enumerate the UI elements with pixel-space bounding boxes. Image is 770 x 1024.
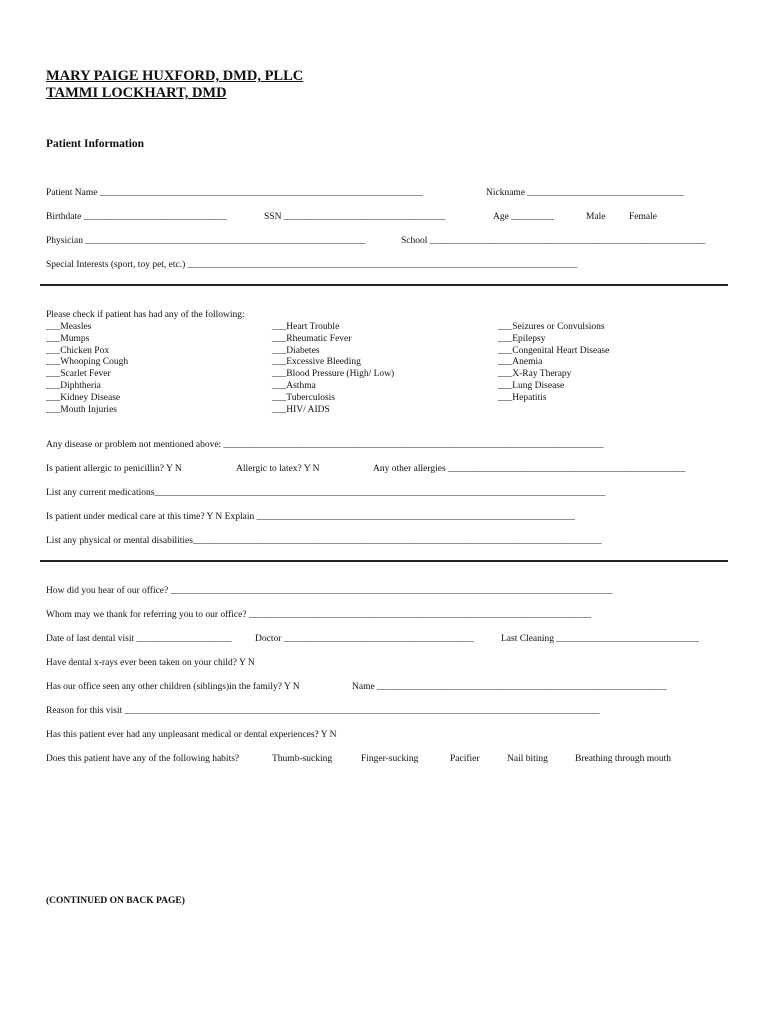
special-interests-field[interactable]: Special Interests (sport, toy pet, etc.) __________________________________________________________________________________ xyxy=(46,260,578,270)
habits-question: Does this patient have any of the following habits? xyxy=(46,754,240,764)
female-option[interactable]: Female xyxy=(629,212,657,222)
siblings-question[interactable]: Has our office seen any other children (siblings)in the family? Y N xyxy=(46,682,300,692)
other-disease-field[interactable]: Any disease or problem not mentioned above: ________________________________________________________________________________ xyxy=(46,440,604,450)
medications-field[interactable]: List any current medications_______________________________________________________________________________________________ xyxy=(46,488,606,498)
checklist-item[interactable]: ___Excessive Bleeding xyxy=(272,357,361,368)
physician-field[interactable]: Physician ___________________________________________________________ xyxy=(46,236,366,246)
habit-nail-biting[interactable]: Nail biting xyxy=(507,754,548,764)
penicillin-question[interactable]: Is patient allergic to penicillin? Y N xyxy=(46,464,182,474)
checklist-item[interactable]: ___Epilepsy xyxy=(498,333,546,344)
age-field[interactable]: Age _________ xyxy=(493,212,554,222)
checklist-item[interactable]: ___Asthma xyxy=(272,380,316,391)
checklist-item[interactable]: ___Heart Trouble xyxy=(272,322,340,332)
checklist-item[interactable]: ___Measles xyxy=(46,322,92,332)
history-column-1 xyxy=(46,322,128,416)
checklist-item[interactable]: ___Hepatitis xyxy=(498,392,547,403)
checklist-item[interactable]: ___Rheumatic Fever xyxy=(272,333,352,344)
history-prompt: Please check if patient has had any of the following: xyxy=(46,310,245,320)
checklist-item[interactable]: ___Congenital Heart Disease xyxy=(498,345,610,356)
history-column-3 xyxy=(498,322,609,405)
history-column-2 xyxy=(272,322,394,416)
habit-mouth-breathing[interactable]: Breathing through mouth xyxy=(575,754,672,764)
habit-pacifier[interactable]: Pacifier xyxy=(450,754,480,764)
unpleasant-experience-question[interactable]: Has this patient ever had any unpleasant medical or dental experiences? Y N xyxy=(46,730,337,740)
school-field[interactable]: School __________________________________________________________ xyxy=(401,236,706,246)
continued-note: (CONTINUED ON BACK PAGE) xyxy=(46,896,185,906)
checklist-item[interactable]: ___Mumps xyxy=(46,333,90,344)
habit-finger-sucking[interactable]: Finger-sucking xyxy=(361,754,419,764)
hear-of-office-field[interactable]: How did you hear of our office? _____________________________________________________________________________________________ xyxy=(46,586,613,596)
checklist-item[interactable]: ___Scarlet Fever xyxy=(46,369,111,380)
checklist-item[interactable]: ___Diabetes xyxy=(272,345,320,356)
other-allergies-field[interactable]: Any other allergies __________________________________________________ xyxy=(373,464,686,474)
checklist-item[interactable]: ___Lung Disease xyxy=(498,380,565,391)
checklist-item[interactable]: ___Diphtheria xyxy=(46,380,101,391)
male-option[interactable]: Male xyxy=(586,212,606,222)
checklist-item[interactable]: ___Chicken Pox xyxy=(46,345,110,356)
birthdate-field[interactable]: Birthdate ______________________________ xyxy=(46,212,227,222)
section-divider xyxy=(40,284,728,286)
last-cleaning-field[interactable]: Last Cleaning ______________________________ xyxy=(501,634,699,644)
referral-field[interactable]: Whom may we thank for referring you to our office? ________________________________________________________________________ xyxy=(46,610,591,620)
checklist-item[interactable]: ___HIV/ AIDS xyxy=(272,404,330,415)
checklist-item[interactable]: ___Kidney Disease xyxy=(46,392,121,403)
latex-question[interactable]: Allergic to latex? Y N xyxy=(236,464,320,474)
checklist-item[interactable]: ___Tuberculosis xyxy=(272,392,335,403)
practice-name-line1: MARY PAIGE HUXFORD, DMD, PLLC xyxy=(46,68,304,84)
checklist-item[interactable]: ___X-Ray Therapy xyxy=(498,369,572,380)
sibling-name-field[interactable]: Name _____________________________________________________________ xyxy=(352,682,667,692)
ssn-field[interactable]: SSN __________________________________ xyxy=(264,212,446,222)
checklist-item[interactable]: ___Whooping Cough xyxy=(46,357,129,368)
practice-name-line2: TAMMI LOCKHART, DMD xyxy=(46,85,227,101)
checklist-item[interactable]: ___Anemia xyxy=(498,357,543,368)
reason-for-visit-field[interactable]: Reason for this visit ____________________________________________________________________________________________________ xyxy=(46,706,600,716)
disabilities-field[interactable]: List any physical or mental disabilities______________________________________________________________________________________ xyxy=(46,536,602,546)
xrays-question[interactable]: Have dental x-rays ever been taken on your child? Y N xyxy=(46,658,255,668)
nickname-field[interactable]: Nickname _________________________________ xyxy=(486,188,685,198)
patient-name-field[interactable]: Patient Name ____________________________________________________________________ xyxy=(46,188,423,198)
section-divider xyxy=(40,560,728,562)
checklist-item[interactable]: ___Mouth Injuries xyxy=(46,404,117,415)
section-title: Patient Information xyxy=(46,138,145,150)
checklist-item[interactable]: ___Seizures or Convulsions xyxy=(498,322,605,332)
checklist-item[interactable]: ___Blood Pressure (High/ Low) xyxy=(272,369,395,380)
doctor-field[interactable]: Doctor ________________________________________ xyxy=(255,634,474,644)
medical-care-field[interactable]: Is patient under medical care at this time? Y N Explain ___________________________________________________________________ xyxy=(46,512,575,522)
last-visit-field[interactable]: Date of last dental visit ____________________ xyxy=(46,634,232,644)
habit-thumb-sucking[interactable]: Thumb-sucking xyxy=(272,754,333,764)
